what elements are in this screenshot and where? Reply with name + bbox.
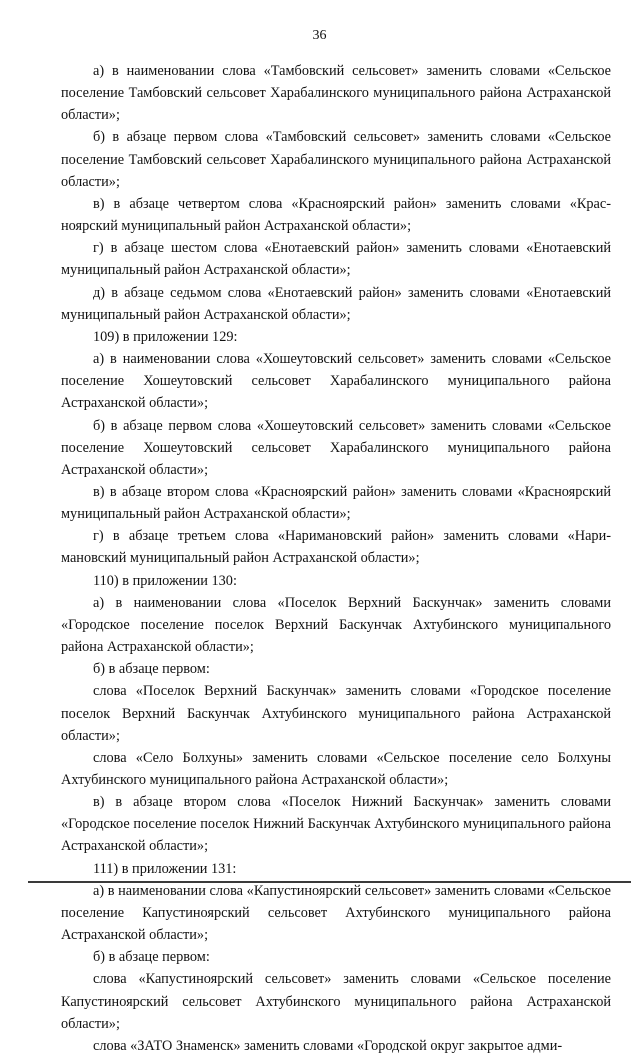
paragraph: слова «ЗАТО Знаменск» заменить словами «Городской округ закрытое адми-	[93, 1037, 563, 1054]
paragraph: 111) в приложении 131:	[93, 860, 237, 877]
paragraph: а) в наименовании слова «Поселок Верхний Баскунчак» заменить словами «Городское поселение поселок Верхний Баскунчак Ахтубинского муниципального района Астраханской области»;	[61, 594, 611, 656]
paragraph: а) в наименовании слова «Хошеутовский сельсовет» заменить словами «Сельское поселение Хошеутовский сельсовет Харабалинского муниципального района Астраханской области»;	[61, 351, 611, 412]
paragraph: д) в абзаце седьмом слова «Енотаевский район» заменить словами «Енотаевский муниципальный район Астраханской области»;	[61, 284, 611, 323]
paragraph: слова «Село Болхуны» заменить словами «Сельское поселение село Болхуны Ахтубинского муниципального района Астраханской области»;	[61, 749, 611, 788]
page-number: 36	[312, 28, 327, 43]
paragraph: б) в абзаце первом:	[93, 949, 210, 966]
paragraph: б) в абзаце первом слова «Тамбовский сельсовет» заменить словами «Сельское поселение Тамбовский сельсовет Харабалинского муниципального района Астраханской области»;	[61, 129, 611, 190]
paragraph: б) в абзаце первом:	[93, 661, 210, 678]
paragraph: в) в абзаце втором слова «Красноярский район» заменить словами «Красноярский муниципальный район Астраханской области»;	[61, 483, 611, 523]
paragraph: в) в абзаце втором слова «Поселок Нижний Баскунчак» заменить словами «Городское поселение поселок Нижний Баскунчак Ахтубинского муниципального района Астраханской области»;	[61, 794, 611, 855]
paragraph: а) в наименовании слова «Тамбовский сельсовет» заменить словами «Сельское поселение Тамбовский сельсовет Харабалинского муниципального района Астраханской области»;	[61, 63, 611, 124]
paragraph: 110) в приложении 130:	[93, 572, 237, 589]
paragraph: слова «Поселок Верхний Баскунчак» заменить словами «Городское поселение поселок Верхний Баскунчак Ахтубинского муниципального района Астраханской области»;	[61, 683, 611, 744]
paragraph: 109) в приложении 129:	[93, 328, 238, 345]
document-body	[61, 60, 611, 1057]
paragraph: б) в абзаце первом слова «Хошеутовский сельсовет» заменить словами «Сельское поселение Хошеутовский сельсовет Харабалинского муниципального района Астраханской области»;	[61, 417, 611, 478]
page-bottom-rule	[28, 881, 631, 883]
paragraph: в) в абзаце четвертом слова «Красноярский район» заменить словами «Красноярский муниципальный район Астраханской области»;	[61, 195, 611, 235]
paragraph: г) в абзаце шестом слова «Енотаевский район» заменить словами «Енотаевский муниципальный район Астраханской области»;	[61, 240, 611, 279]
paragraph: г) в абзаце третьем слова «Наримановский район» заменить словами «Наримановский муниципальный район Астраханской области»;	[61, 528, 611, 567]
paragraph: а) в наименовании слова «Капустиноярский сельсовет» заменить словами «Сельское поселение Капустиноярский сельсовет Ахтубинского муниципального района Астраханской области»;	[61, 882, 611, 944]
paragraph: слова «Капустиноярский сельсовет» заменить словами «Сельское поселение Капустиноярский сельсовет Ахтубинского муниципального района Астраханской области»;	[61, 971, 611, 1032]
